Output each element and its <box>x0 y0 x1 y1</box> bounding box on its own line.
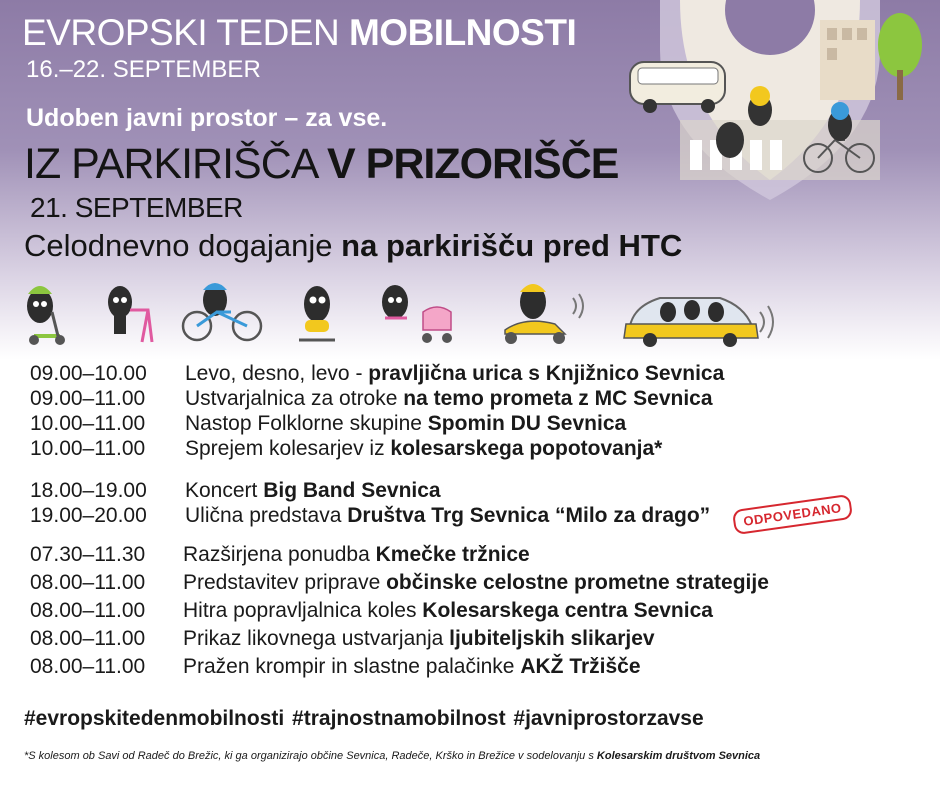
moped-character-icon <box>505 284 583 344</box>
schedule-description: Ulična predstava Društva Trg Sevnica “Milo za drago” <box>185 504 711 527</box>
event-title-bold: V PRIZORIŠČE <box>327 140 619 188</box>
street-scene-illustration <box>620 0 940 215</box>
schedule-time: 10.00–11.00 <box>30 437 146 460</box>
campaign-slogan: Udoben javni prostor – za vse. <box>26 104 388 132</box>
schedule-time: 09.00–11.00 <box>30 387 146 410</box>
schedule-time: 09.00–10.00 <box>30 362 147 385</box>
schedule-time: 19.00–20.00 <box>30 504 147 527</box>
campaign-title-bold: MOBILNOSTI <box>348 12 577 53</box>
schedule-description: Nastop Folklorne skupine Spomin DU Sevnica <box>185 412 627 435</box>
schedule-description: Koncert Big Band Sevnica <box>185 479 441 502</box>
stroller-character-icon <box>382 285 452 343</box>
footnote <box>24 750 760 762</box>
scooter-character-icon <box>27 286 65 345</box>
cancelled-stamp: ODPOVEDANO <box>732 494 853 535</box>
schedule-time: 07.30–11.30 <box>30 543 146 566</box>
electric-car-icon <box>624 298 773 347</box>
cyclist-character-icon <box>183 283 261 340</box>
schedule-time: 18.00–19.00 <box>30 479 147 502</box>
event-date: 21. SEPTEMBER <box>30 192 243 223</box>
skateboard-character-icon <box>299 286 335 340</box>
schedule-time: 08.00–11.00 <box>30 571 146 594</box>
event-title <box>24 140 618 189</box>
schedule-description: Sprejem kolesarjev iz kolesarskega popotovanja* <box>185 437 663 460</box>
footnote-text: *S kolesom ob Savi od Radeč do Brežic, ki ga organizirajo občine Sevnica, Radeče, Krško in Brežice v sodelovanju s <box>24 750 597 762</box>
schedule-description: Hitra popravljalnica koles Kolesarskega centra Sevnica <box>183 599 713 622</box>
event-place-bold: na parkirišču pred HTC <box>341 228 683 263</box>
schedule-time: 08.00–11.00 <box>30 655 146 678</box>
schedule-time: 10.00–11.00 <box>30 412 146 435</box>
walker-character-icon <box>108 286 152 342</box>
schedule-description: Predstavitev priprave občinske celostne prometne strategije <box>183 571 769 594</box>
campaign-title <box>22 12 576 54</box>
schedule-time: 08.00–11.00 <box>30 627 146 650</box>
campaign-date-range: 16.–22. SEPTEMBER <box>26 56 261 83</box>
schedule-time: 08.00–11.00 <box>30 599 146 622</box>
mobility-characters-row <box>20 276 780 350</box>
schedule-description: Pražen krompir in slastne palačinke AKŽ Tržišče <box>183 655 641 678</box>
footnote-bold: Kolesarskim društvom Sevnica <box>596 750 761 762</box>
event-place <box>24 228 682 264</box>
hashtags: #evropskitedenmobilnosti #trajnostnamobilnost #javniprostorzavse <box>24 707 704 730</box>
schedule-description: Prikaz likovnega ustvarjanja ljubiteljskih slikarjev <box>183 627 655 650</box>
schedule-description: Ustvarjalnica za otroke na temo prometa z MC Sevnica <box>185 387 713 410</box>
schedule-description: Levo, desno, levo - pravljična urica s Knjižnico Sevnica <box>185 362 725 385</box>
schedule-description: Razširjena ponudba Kmečke tržnice <box>183 543 530 566</box>
campaign-title-light: EVROPSKI TEDEN <box>22 12 340 53</box>
event-place-light: Celodnevno dogajanje <box>24 228 333 263</box>
event-title-light: IZ PARKIRIŠČA <box>24 140 317 188</box>
